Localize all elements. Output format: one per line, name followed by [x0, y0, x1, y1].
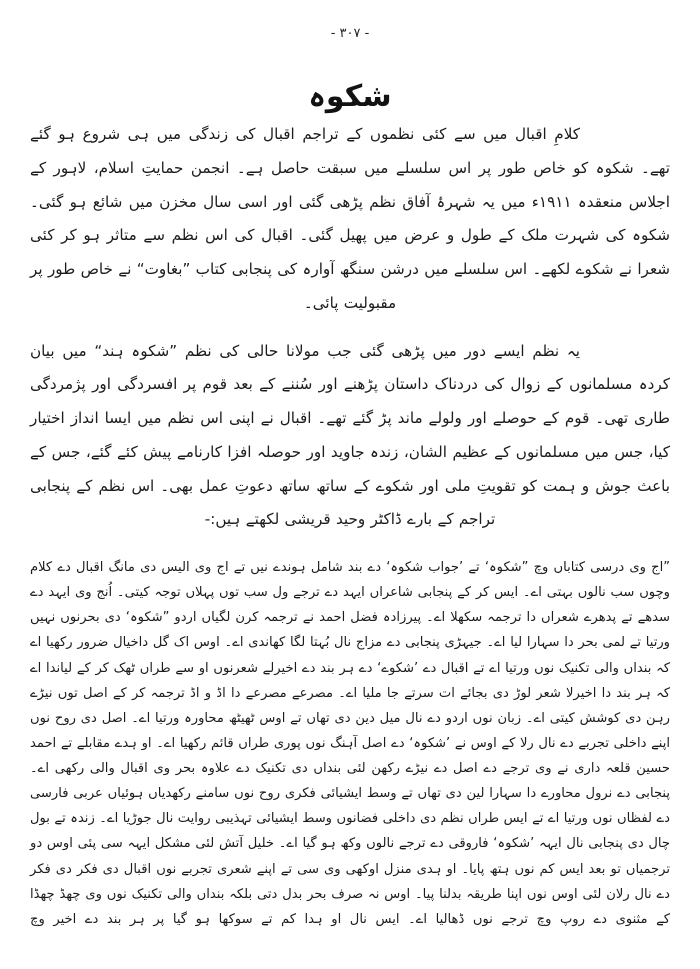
paragraph: کلامِ اقبال میں سے کئی نظموں کے تراجم اقبال کی زندگی میں ہی شروع ہو گئے تھے۔ شکوہ کو خاص طور پر اس سلسلے میں سبقت حاصل ہے۔ انجمن حمایتِ اسلام، لاہور کے اجلاس منعقدہ ۱۹۱۱ء میں یہ شہرۂ آفاق نظم پڑھی گئی اور اسی سال مخزن میں شائع ہو گئی۔ شکوہ کی شہرت ملک کے طول و عرض میں پھیل گئی۔ اقبال کی اس نظم سے متاثر ہو کر کئی شعرا نے شکوے لکھے۔ اس سلسلے میں درشن سنگھ آوارہ کی پنجابی کتاب ”بغاوت“ نے خاص طور پر مقبولیت پائی۔: [30, 125, 670, 312]
paragraph: یہ نظم ایسے دور میں پڑھی گئی جب مولانا حالی کی نظم ”شکوہ ہند“ میں بیان کردہ مسلمانوں کے زوال کی دردناک داستان پڑھنے اور سُننے کے بعد قوم پر افسردگی اور پژمردگی طاری تھی۔ قوم کے حوصلے اور ولولے ماند پڑ گئے تھے۔ اقبال نے اپنی اس نظم میں ایسا انداز اختیار کیا، جس میں مسلمانوں کے عظیم الشان، زندہ جاوید اور حوصلہ افزا کارنامے پیش کئے گئے، جس کے باعث جوش و ہمت کو تقویتِ ملی اور شکوے کے ساتھ ساتھ دعوتِ عمل بھی۔ اس نظم کے پنجابی تراجم کے بارے ڈاکٹر وحید قریشی لکھتے ہیں:-: [30, 341, 670, 529]
page-number: - ۳۰۷ -: [330, 26, 370, 41]
page-title: شکوہ: [308, 79, 392, 115]
document-body: [30, 118, 670, 932]
block-quotation: ”اج وی درسی کتاباں وچ ”شکوہ‘ تے ’جواب شکوہ‘ دے بند شامل ہوندے نیں تے اج وی الیس دی مانگ اقبال دے کلام وچوں سب نالوں بہتی اے۔ ایس کر کے پنجابی شاعراں ایہد دے ترجے ول سب توں پہلاں توجہ کیتی۔ اُنج وی ایہد دے سدھے تے پدھرے شعراں دا ترجمہ سکھلا اے۔ پیرزادہ فضل احمد نے ترجمہ کرن لگیاں اردو ”شکوہ‘ دی بحرنوں نہیں ورتیا تے لمی بحر دا سہارا لیا اے۔ جیہڑی پنجابی دے مزاج نال بُہتا لگا کھاندی اے۔ اوس اک گل داخیال ضرور رکھیا اے کہ بنداں والی تکنیک نوں ورتیا اے تے اقبال دے ’شکوے‘ دے ہر بند دے اخیرلے شعرنوں او سے طراں ٹھک کر کے لیاندا اے کہ ہر بند دا اخیرلا شعر لوڑ دی بجائے ات سرتے جا ملیا اے۔ مصرعے مصرعے دا اڈ و اڈ ترجمہ کر کے اصل توں نیڑے رہن دی کوشش کیتی اے۔ زبان نوں اردو دے نال میل دین دی تھاں تے اوس ٹھیٹھ محاورہ ورتیا اے۔ اصل دی روح نوں اپنے داخلی تجربے دے نال رلا کے اوس نے ’شکوہ‘ دے اصل آہنگ نوں پوری طراں قائم رکھیا اے۔ او ہدے مقابلے تے احمد حسین قلعہ داری نے وی ترجے دے اصل دے نیڑے رکھن لئی بنداں دی تکنیک دے علاوہ بحر وی اقبال والی رکھی اے۔ پنجابی دے نرول محاورے دا سہارا لین دی تھاں تے وسط ایشیائی فکری روح نوں سامنے رکھدیاں ہوئیاں عربی فارسی دے لفظاں نوں ورتیا اے تے ایس طراں نظم دی داخلی فضانوں وسط ایشیائی تہذیبی روایت نال جوڑیا اے۔ زندہ تے بول چال دی پنجابی نال ایہہ ’شکوہ‘ فاروقی دے ترجے نالوں وکھ ہو گیا اے۔ خلیل آتش لئی مشکل ایہہ سی پئی اوس دو ترجمیاں تو بعد ایس کم نوں ہتھ پایا۔ او ہدی منزل اوکھی وی سی تے اپنے شعری تجربے نوں اقبال دی فکر دی فکر دے نال رلان لئی اوس نوں اپنا طریقہ بدلنا پیا۔ اوس نہ صرف بحر بدل دتی بلکہ بنداں والی تکنیک نوں وی چھڈ چھڈا کے مثنوی دے روپ وچ ترجے نوں ڈھالیا اے۔ ایس نال او ہدا کم تے سوکھا ہو گیا پر ہر بند دے اخیر وچ: [30, 560, 670, 927]
